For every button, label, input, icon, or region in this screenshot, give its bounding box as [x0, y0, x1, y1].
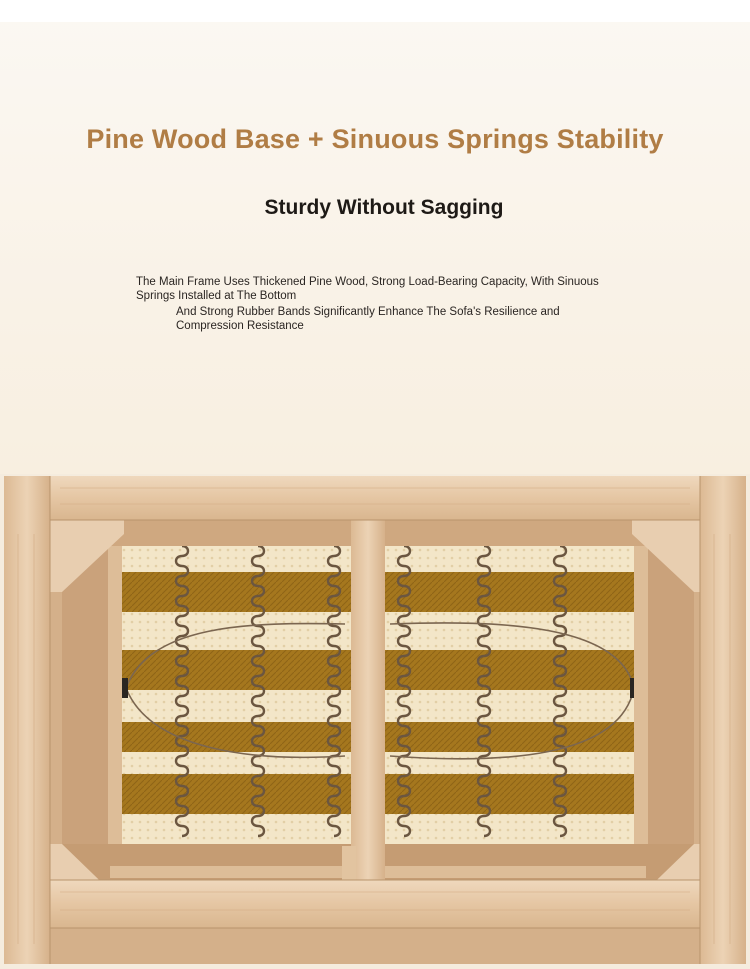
subheadline: Sturdy Without Sagging [264, 196, 504, 219]
top-band [0, 0, 750, 22]
sofa-frame-illustration [0, 474, 750, 969]
description-line-2: And Strong Rubber Bands Significantly Enhance The Sofa's Resilience and Compression Resistance [176, 306, 560, 332]
left-rail [4, 476, 50, 964]
headline: Pine Wood Base + Sinuous Springs Stability [86, 124, 664, 154]
bottom-rail [4, 880, 746, 928]
right-rail [700, 476, 746, 964]
description-line-1: The Main Frame Uses Thickened Pine Wood, Strong Load-Bearing Capacity, With Sinuous Springs Installed at The Bottom [136, 276, 599, 302]
top-rail [4, 476, 746, 520]
sofa-frame-photo [0, 474, 750, 969]
center-beam [351, 520, 385, 926]
